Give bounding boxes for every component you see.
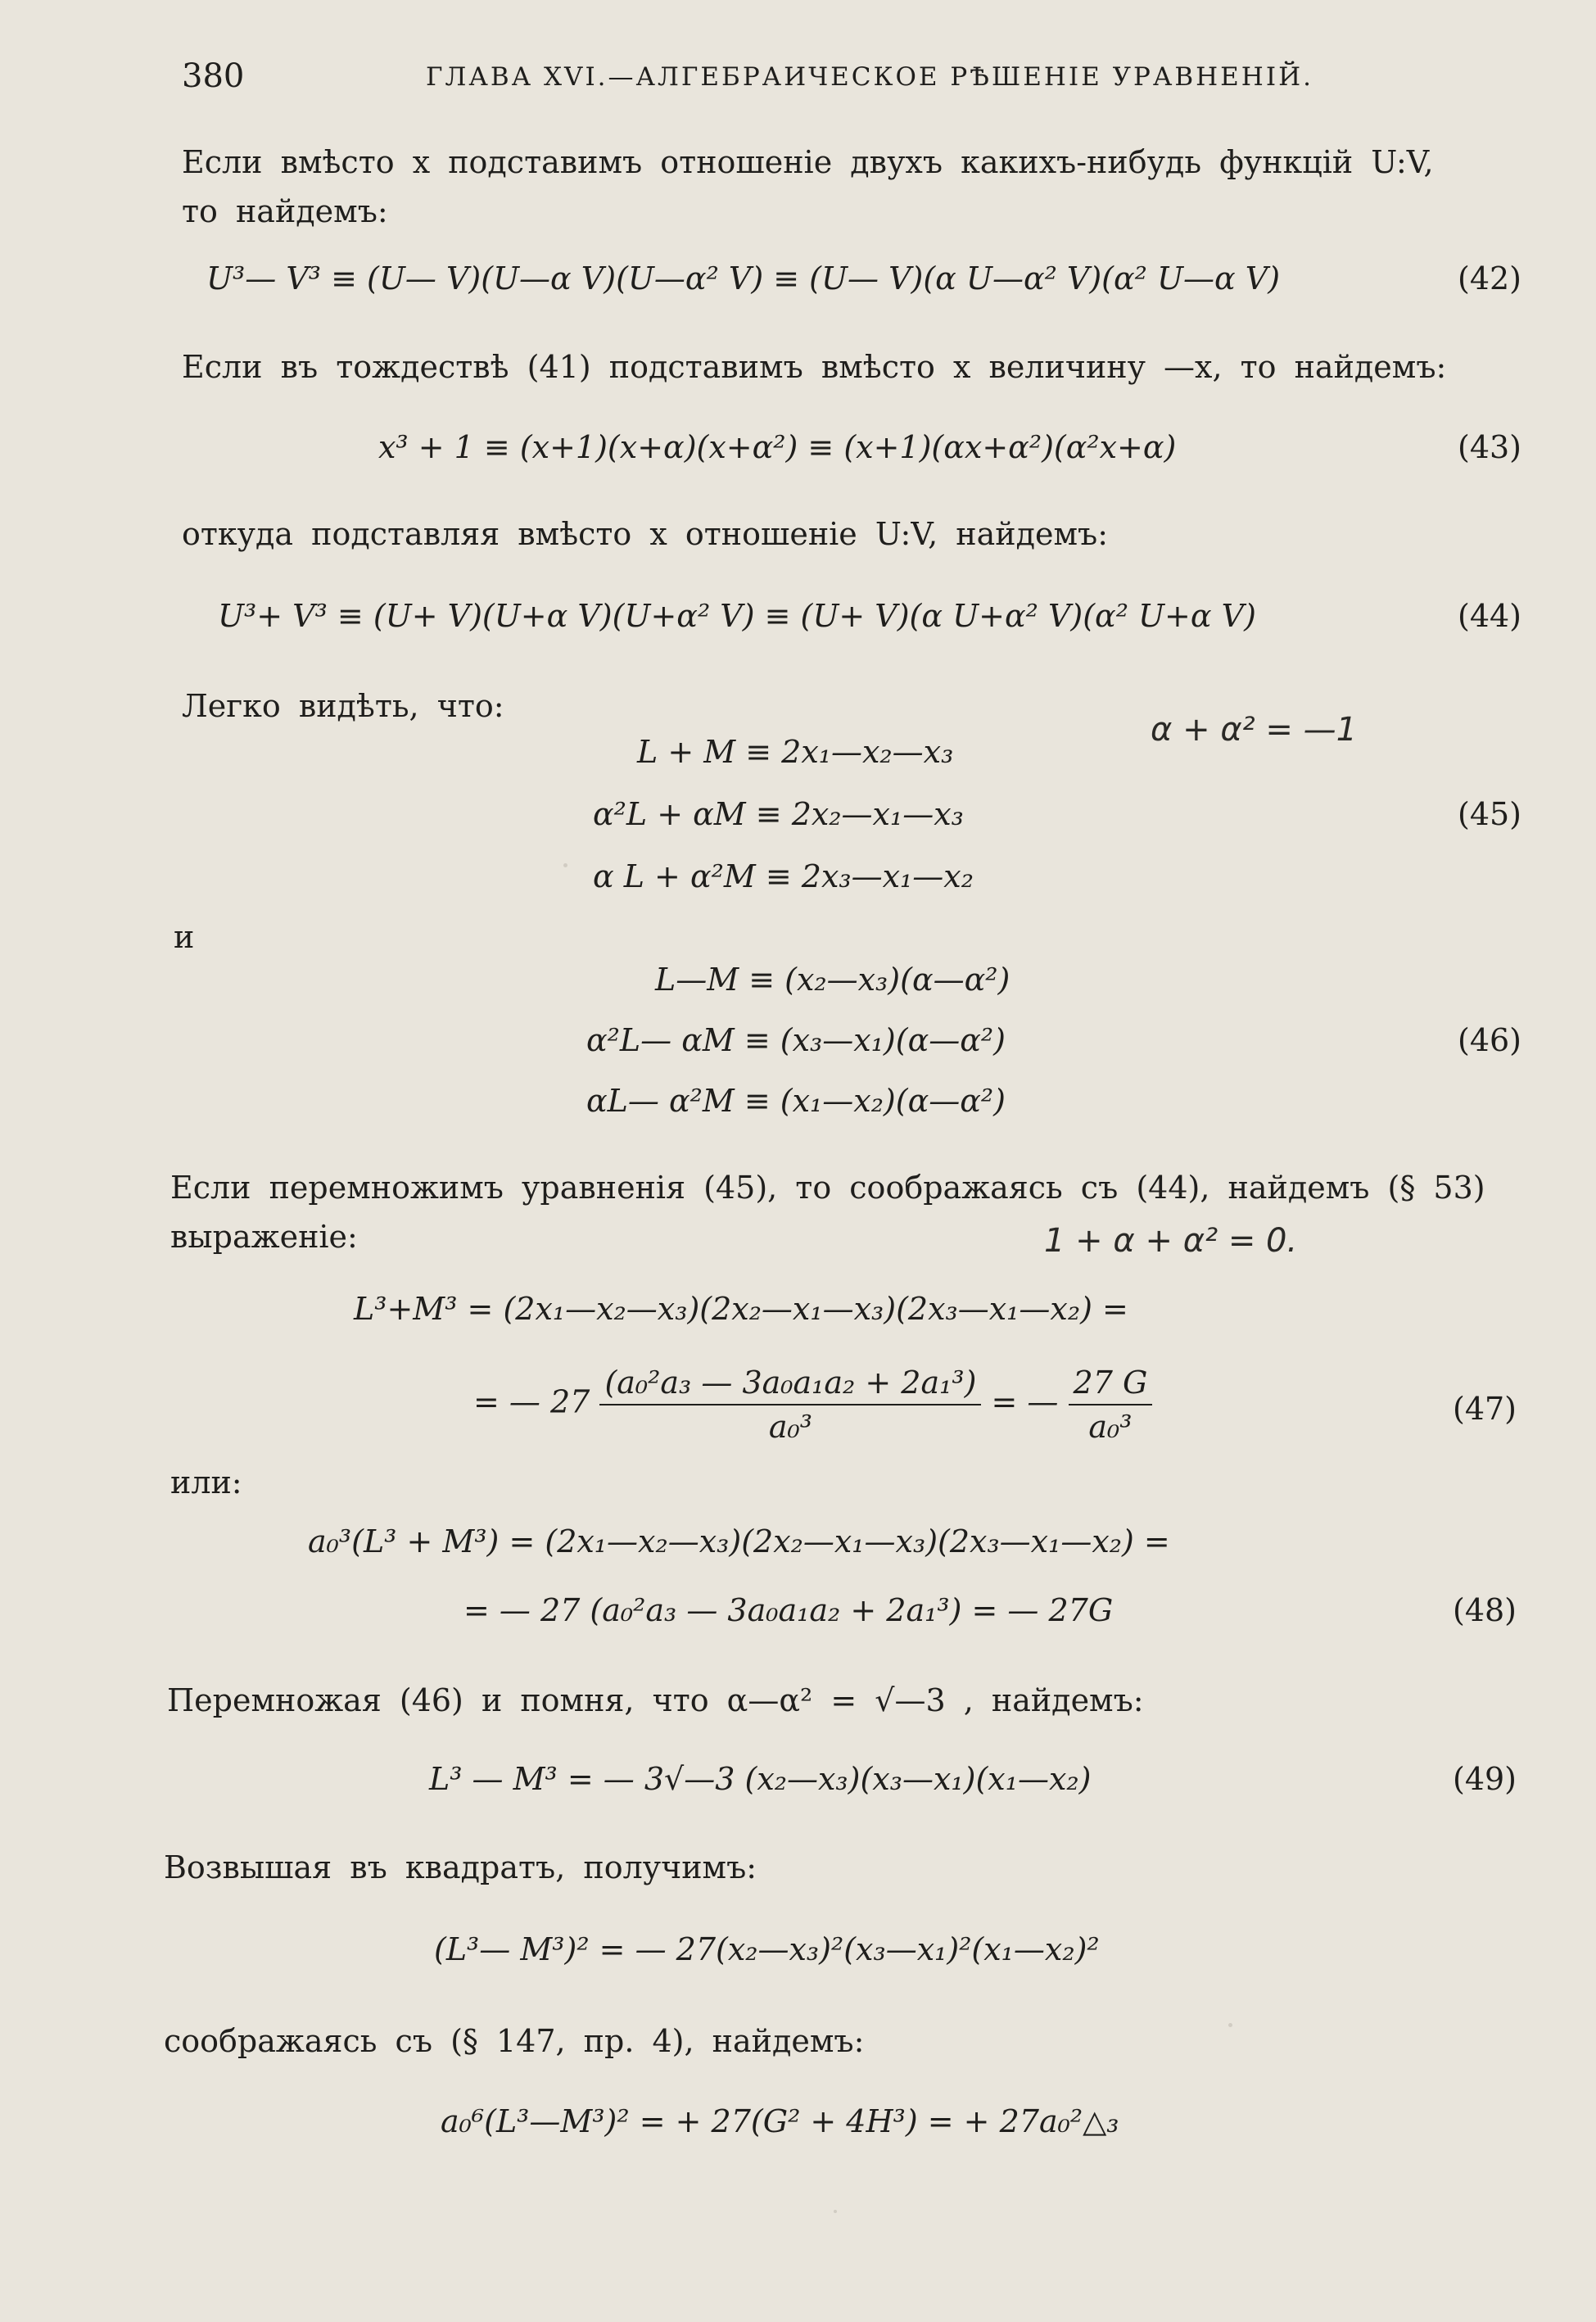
paragraph-8: соображаясь съ (§ 147, пр. 4), найдемъ: (164, 2023, 865, 2059)
equation-number-47: (47) (1453, 1391, 1517, 1427)
equation-47-fraction-1 (599, 1365, 981, 1445)
equation-46-row-3: αL— α²M ≡ (x₁—x₂)(α—α²) (586, 1083, 1006, 1119)
equation-47-mid: = — (991, 1383, 1059, 1420)
paper-speck (834, 2210, 837, 2213)
handwritten-note-1: α + α² = —1 (1151, 711, 1358, 749)
equation-46-row-2: α²L— αM ≡ (x₃—x₁)(α—α²) (586, 1022, 1006, 1058)
equation-number-44: (44) (1458, 598, 1522, 634)
equation-number-49: (49) (1453, 1761, 1517, 1797)
conjunction-or: или: (170, 1464, 242, 1500)
equation-45-row-1: L + M ≡ 2x₁—x₂—x₃ (637, 734, 954, 770)
paragraph-3: откуда подставляя вмѣсто x отношеніе U:V, найдемъ: (182, 516, 1109, 552)
fraction-1-denominator: a₀³ (768, 1409, 812, 1445)
equation-number-43: (43) (1458, 429, 1522, 465)
equation-47-fraction-2 (1069, 1365, 1153, 1445)
paragraph-5-line-1: Если перемножимъ уравненія (45), то соображаясь съ (44), найдемъ (§ 53) (170, 1170, 1485, 1206)
equation-46-row-1: L—M ≡ (x₂—x₃)(α—α²) (655, 962, 1010, 998)
paragraph-2: Если въ тождествѣ (41) подставимъ вмѣсто x величину —x, то найдемъ: (182, 349, 1447, 385)
equation-number-45: (45) (1458, 796, 1522, 832)
paragraph-1-line-2: то найдемъ: (182, 193, 388, 229)
paragraph-7: Возвышая въ квадратъ, получимъ: (164, 1849, 757, 1885)
equation-45-row-3: α L + α²M ≡ 2x₃—x₁—x₂ (593, 858, 974, 894)
equation-47-row-2 (473, 1365, 1152, 1445)
equation-44: U³+ V³ ≡ (U+ V)(U+α V)(U+α² V) ≡ (U+ V)(α U+α² V)(α² U+α V) (218, 598, 1256, 634)
equation-48-row-2: = — 27 (a₀²a₃ — 3a₀a₁a₂ + 2a₁³) = — 27G (463, 1592, 1114, 1628)
equation-48-row-1: a₀³(L³ + M³) = (2x₁—x₂—x₃)(2x₂—x₁—x₃)(2x₃—x₁—x₂) = (308, 1523, 1170, 1559)
paragraph-4: Легко видѣть, что: (182, 688, 504, 724)
equation-51: a₀⁶(L³—M³)² = + 27(G² + 4H³) = + 27a₀²△₃ (441, 2103, 1119, 2139)
equation-number-48: (48) (1453, 1592, 1517, 1628)
running-head: ГЛАВА XVI.—АЛГЕБРАИЧЕСКОЕ РѢШЕНІЕ УРАВНЕНІЙ. (426, 62, 1313, 92)
equation-number-42: (42) (1458, 260, 1522, 296)
fraction-2-numerator: 27 G (1069, 1365, 1153, 1405)
equation-42: U³— V³ ≡ (U— V)(U—α V)(U—α² V) ≡ (U— V)(α U—α² V)(α² U—α V) (206, 260, 1281, 296)
equation-47-row-1: L³+M³ = (2x₁—x₂—x₃)(2x₂—x₁—x₃)(2x₃—x₁—x₂) = (354, 1291, 1128, 1327)
equation-49: L³ — M³ = — 3√—3 (x₂—x₃)(x₃—x₁)(x₁—x₂) (429, 1761, 1092, 1797)
fraction-2-denominator: a₀³ (1088, 1409, 1133, 1445)
equation-45-row-2: α²L + αM ≡ 2x₂—x₁—x₃ (593, 796, 964, 832)
paragraph-6: Перемножая (46) и помня, что α—α² = √—3 , найдемъ: (167, 1682, 1144, 1718)
page-number: 380 (182, 57, 245, 95)
handwritten-note-2: 1 + α + α² = 0. (1044, 1222, 1298, 1260)
paragraph-1-line-1: Если вмѣсто x подставимъ отношеніе двухъ какихъ-нибудь функцій U:V, (182, 144, 1434, 180)
equation-50: (L³— M³)² = — 27(x₂—x₃)²(x₃—x₁)²(x₁—x₂)² (434, 1931, 1100, 1967)
page-header (0, 57, 1596, 98)
equation-47-lead: = — 27 (473, 1383, 590, 1420)
equation-43: x³ + 1 ≡ (x+1)(x+α)(x+α²) ≡ (x+1)(αx+α²)(α²x+α) (378, 429, 1177, 465)
equation-number-46: (46) (1458, 1022, 1522, 1058)
paragraph-5-line-2: выраженіе: (170, 1219, 358, 1255)
fraction-1-numerator: (a₀²a₃ — 3a₀a₁a₂ + 2a₁³) (599, 1365, 981, 1405)
paper-speck (563, 863, 567, 867)
paper-speck (1228, 2023, 1232, 2027)
conjunction-and: и (174, 919, 195, 955)
